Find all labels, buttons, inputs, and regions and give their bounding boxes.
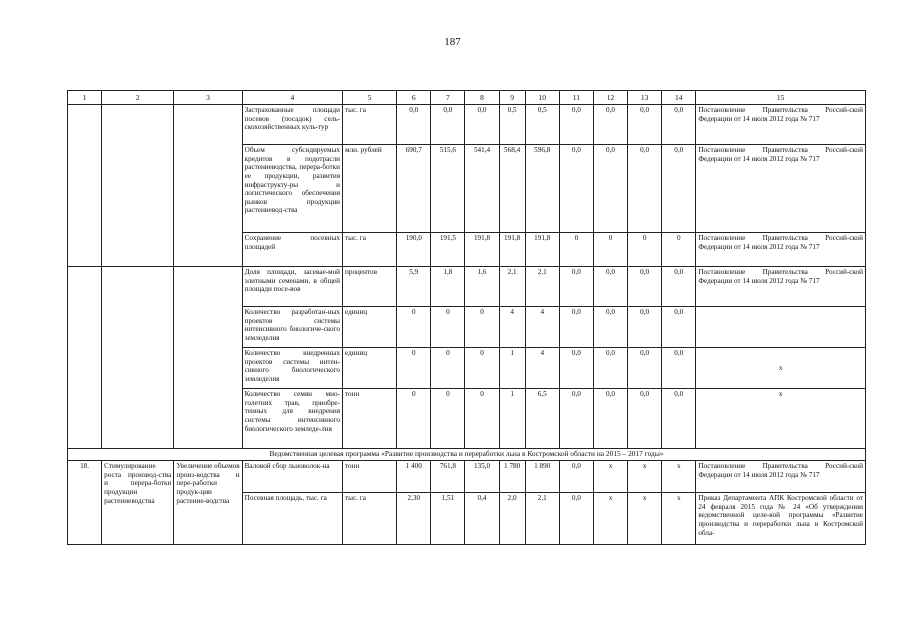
value: 0,4 xyxy=(465,493,499,545)
value: 0 xyxy=(431,307,465,348)
value: х xyxy=(593,493,627,545)
empty-cell xyxy=(68,105,102,267)
value: 0,0 xyxy=(662,307,696,348)
value: 1 400 xyxy=(397,461,431,493)
value: 0 xyxy=(628,233,662,267)
col-num: 5 xyxy=(343,91,397,105)
legal-basis: Постановление Правительства Россий-ской Федерации от 14 июля 2012 года № 717 xyxy=(696,267,866,307)
table-row xyxy=(68,105,866,145)
col-num: 7 xyxy=(431,91,465,105)
value: 0 xyxy=(397,307,431,348)
page-number: 187 xyxy=(444,36,461,48)
value: 0,0 xyxy=(397,105,431,145)
unit: тыс. га xyxy=(343,105,397,145)
value: 0,0 xyxy=(593,389,627,449)
value: 2,1 xyxy=(525,493,559,545)
col-num: 14 xyxy=(662,91,696,105)
legal-basis: х xyxy=(696,348,866,389)
empty-cell xyxy=(68,267,102,449)
col-num: 15 xyxy=(696,91,866,105)
value: 0,0 xyxy=(628,145,662,233)
empty-cell xyxy=(174,105,242,267)
value: 0,0 xyxy=(559,389,593,449)
value: 1 890 xyxy=(525,461,559,493)
value: 0,0 xyxy=(559,267,593,307)
value: 0 xyxy=(465,389,499,449)
value: 2,30 xyxy=(397,493,431,545)
indicator-name: Количество разработан-ных проектов системы интенсивного биологиче-ского земледелия xyxy=(242,307,342,348)
table-row xyxy=(68,267,866,307)
value: 568,4 xyxy=(499,145,525,233)
value: 1 xyxy=(499,348,525,389)
value: 0 xyxy=(465,348,499,389)
value: 0,0 xyxy=(559,461,593,493)
value: 4 xyxy=(525,307,559,348)
value: 515,6 xyxy=(431,145,465,233)
value: 0,0 xyxy=(628,267,662,307)
value: х xyxy=(662,461,696,493)
col-num: 11 xyxy=(559,91,593,105)
value: 191,8 xyxy=(465,233,499,267)
value: 1,51 xyxy=(431,493,465,545)
value: 6,5 xyxy=(525,389,559,449)
indicator-name: Застрахованные площади посевов (посадок) сель-скохозяйственных куль-тур xyxy=(242,105,342,145)
goal: Стимулирование роста производ-ства и перера-ботки продукции растениеводства xyxy=(102,461,174,545)
value: 0 xyxy=(465,307,499,348)
program-title: Ведомственная целевая программа «Развитие производства и переработки льна в Костромской области на 2015 – 2017 годы» xyxy=(68,449,866,461)
value: 541,4 xyxy=(465,145,499,233)
column-number-row xyxy=(68,91,866,105)
indicator-name: Валовой сбор льноволок-на xyxy=(242,461,342,493)
value: 0,0 xyxy=(628,348,662,389)
value: х xyxy=(628,461,662,493)
value: 5,9 xyxy=(397,267,431,307)
value: 0,0 xyxy=(628,307,662,348)
value: 0,0 xyxy=(593,348,627,389)
value: 1,8 xyxy=(431,267,465,307)
col-num: 3 xyxy=(174,91,242,105)
value: 0 xyxy=(593,233,627,267)
value: 4 xyxy=(525,348,559,389)
col-num: 2 xyxy=(102,91,174,105)
value: 2,0 xyxy=(499,493,525,545)
value: 0,0 xyxy=(559,307,593,348)
value: 0,0 xyxy=(662,389,696,449)
legal-basis: Постановление Правительства Россий-ской Федерации от 14 июля 2012 года № 717 xyxy=(696,105,866,145)
value: 0,0 xyxy=(559,493,593,545)
indicators-table xyxy=(67,90,866,545)
value: 0,0 xyxy=(662,145,696,233)
empty-cell xyxy=(102,267,174,449)
value: 0,0 xyxy=(593,307,627,348)
value: 0 xyxy=(431,389,465,449)
value: 0 xyxy=(397,348,431,389)
value: 0,0 xyxy=(593,267,627,307)
value: 2,1 xyxy=(499,267,525,307)
col-num: 4 xyxy=(242,91,342,105)
indicator-name: Объем субсидируемых кредитов в подотрасли растениеводства, перера-ботки ее продукции, развития инфраструкту-ры и логистического обеспечения рынков продукции растениевод-ства xyxy=(242,145,342,233)
indicator-name: Количество семян мно-голетних трав, приобре-тенных для внедрения системы интенсивного биологического земледе-лия xyxy=(242,389,342,449)
value: 0 xyxy=(431,348,465,389)
value: 596,8 xyxy=(525,145,559,233)
col-num: 12 xyxy=(593,91,627,105)
unit: тыс. га xyxy=(343,233,397,267)
task: Увеличение объемов произ-водства и пере-работки продук-ции растение-водства xyxy=(174,461,242,545)
value: 190,0 xyxy=(397,233,431,267)
value: х xyxy=(628,493,662,545)
value: 0,0 xyxy=(559,105,593,145)
value: 1,6 xyxy=(465,267,499,307)
value: 0,0 xyxy=(662,267,696,307)
value: х xyxy=(662,493,696,545)
value: 0,5 xyxy=(525,105,559,145)
value: 0,0 xyxy=(662,348,696,389)
value: 0,0 xyxy=(431,105,465,145)
value: 0,0 xyxy=(559,348,593,389)
value: 0,0 xyxy=(465,105,499,145)
value: 0,0 xyxy=(593,105,627,145)
unit: млн. рублей xyxy=(343,145,397,233)
value: 191,8 xyxy=(525,233,559,267)
value: 0,0 xyxy=(559,145,593,233)
row-number: 18. xyxy=(68,461,102,545)
col-num: 6 xyxy=(397,91,431,105)
legal-basis: Постановление Правительства Россий-ской Федерации от 14 июля 2012 года № 717 xyxy=(696,145,866,233)
indicator-name: Посевная площадь, тыс. га xyxy=(242,493,342,545)
program-title-row xyxy=(68,449,866,461)
unit: единиц xyxy=(343,307,397,348)
legal-basis: Постановление Правительства Россий-ской Федерации от 14 июля 2012 года № 717 xyxy=(696,233,866,267)
unit: процентов xyxy=(343,267,397,307)
empty-cell xyxy=(102,105,174,267)
indicator-name: Доля площади, засевае-мой элитными семенами, в общей площади посе-вов xyxy=(242,267,342,307)
value: х xyxy=(593,461,627,493)
value: 2,1 xyxy=(525,267,559,307)
value: 0,0 xyxy=(662,105,696,145)
indicator-name: Количество внедренных проектов системы интен-сивного биологического земледелия xyxy=(242,348,342,389)
col-num: 8 xyxy=(465,91,499,105)
value: 0,0 xyxy=(628,105,662,145)
value: 1 xyxy=(499,389,525,449)
value: 1 780 xyxy=(499,461,525,493)
legal-basis: Постановление Правительства Россий-ской Федерации от 14 июля 2012 года № 717 xyxy=(696,461,866,493)
value: 135,0 xyxy=(465,461,499,493)
value: 0,0 xyxy=(593,145,627,233)
unit: единиц xyxy=(343,348,397,389)
unit: тонн xyxy=(343,389,397,449)
col-num: 13 xyxy=(628,91,662,105)
indicator-name: Сохранение посевных площадей xyxy=(242,233,342,267)
unit: тыс. га xyxy=(343,493,397,545)
legal-basis xyxy=(696,307,866,348)
value: 0,0 xyxy=(628,389,662,449)
empty-cell xyxy=(174,267,242,449)
value: 690,7 xyxy=(397,145,431,233)
value: 191,5 xyxy=(431,233,465,267)
value: 0 xyxy=(662,233,696,267)
legal-basis: х xyxy=(696,389,866,449)
value: 0,5 xyxy=(499,105,525,145)
value: 0 xyxy=(397,389,431,449)
value: 4 xyxy=(499,307,525,348)
col-num: 9 xyxy=(499,91,525,105)
value: 0 xyxy=(559,233,593,267)
legal-basis: Приказ Департамента АПК Костромской области от 24 февраля 2015 года № 24 «Об утверждении ведомственной целе-вой программы «Развитие производства и переработки льна в Костромской обла- xyxy=(696,493,866,545)
col-num: 10 xyxy=(525,91,559,105)
table-row xyxy=(68,461,866,493)
value: 761,8 xyxy=(431,461,465,493)
value: 191,8 xyxy=(499,233,525,267)
unit: тонн xyxy=(343,461,397,493)
col-num: 1 xyxy=(68,91,102,105)
